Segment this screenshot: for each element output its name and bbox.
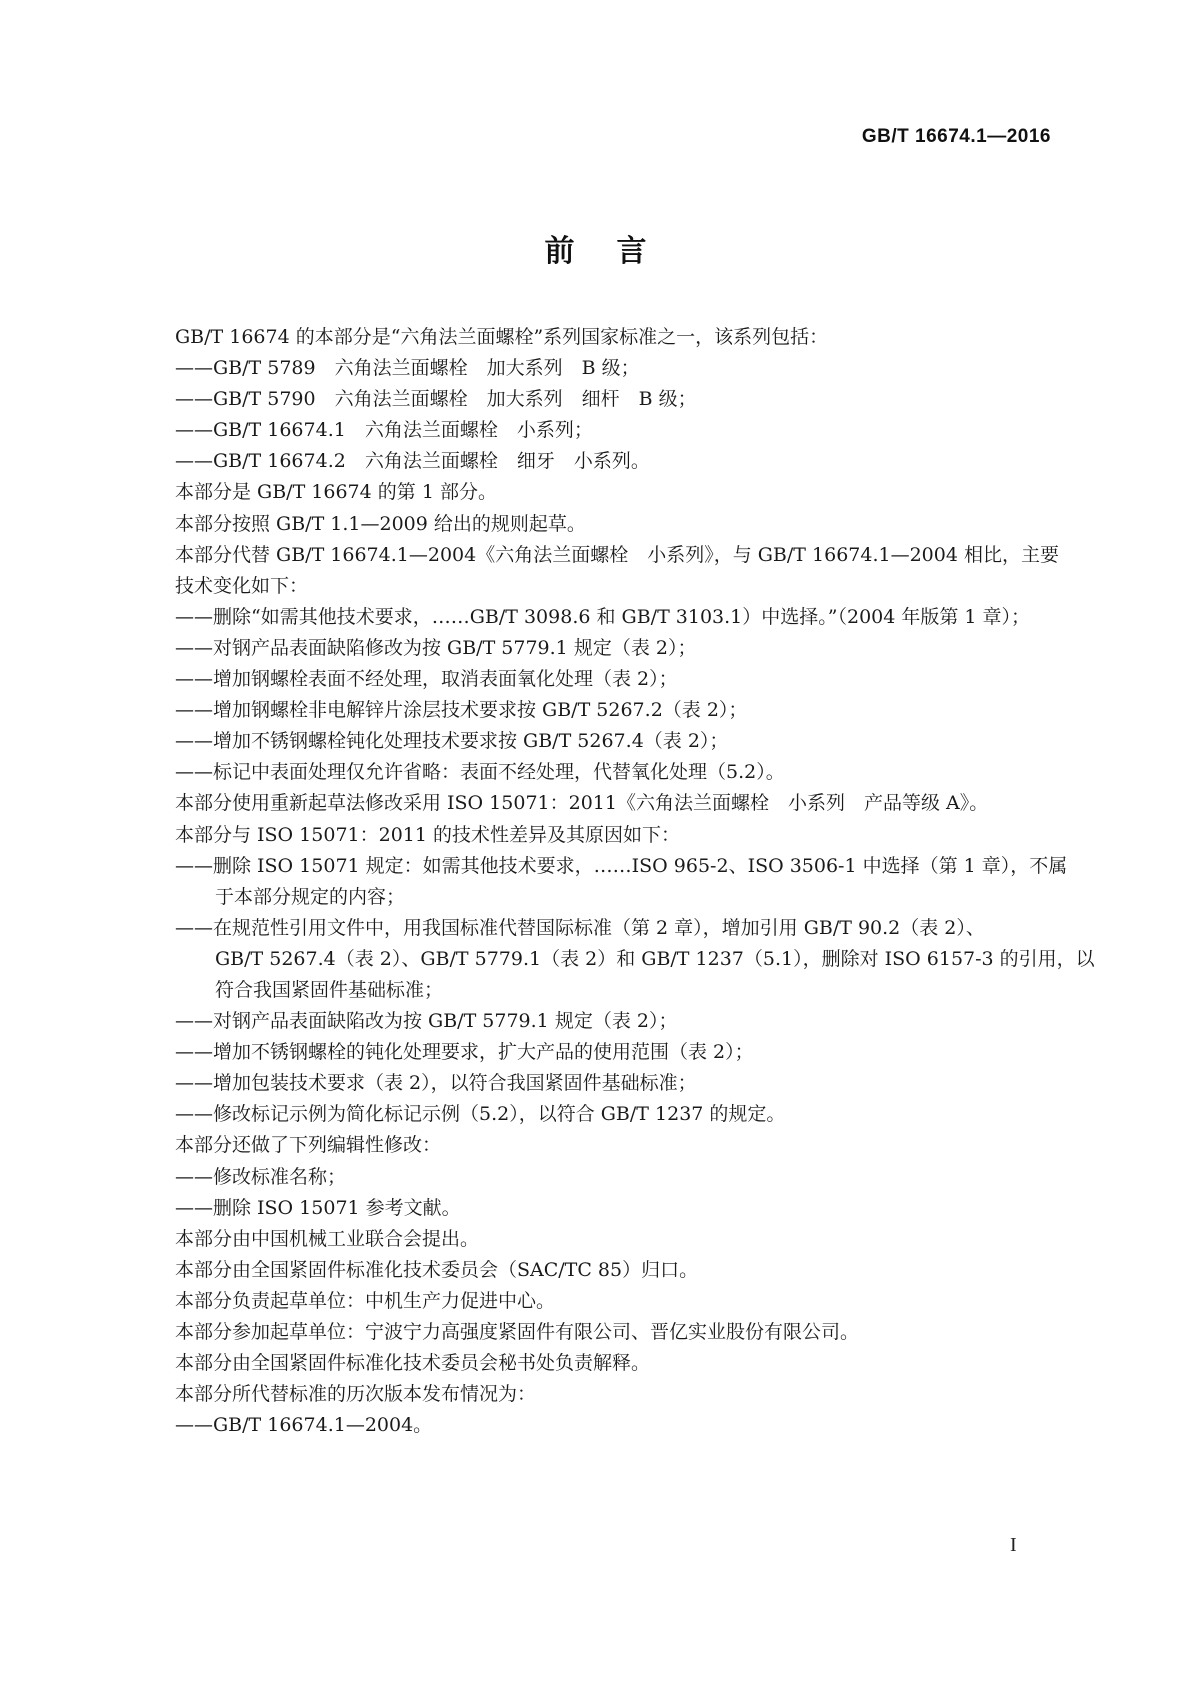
paragraph-continuation: 技术变化如下：	[175, 574, 309, 597]
paragraph: GB/T 16674 的本部分是“六角法兰面螺栓”系列国家标准之一，该系列包括：	[175, 326, 829, 348]
dash-list-item: ——GB/T 5790 六角法兰面螺栓 加大系列 细杆 B 级；	[175, 388, 697, 411]
paragraph: 本部分与 ISO 15071：2011 的技术性差异及其原因如下：	[175, 823, 681, 846]
list-item-continuation: GB/T 5267.4（表 2）、GB/T 5779.1（表 2）和 GB/T 1237（5.1），删除对 ISO 6157-3 的引用，以	[215, 947, 1095, 970]
paragraph: 本部分参加起草单位：宁波宁力高强度紧固件有限公司、晋亿实业股份有限公司。	[175, 1321, 860, 1343]
dash-list-item: ——对钢产品表面缺陷修改为按 GB/T 5779.1 规定（表 2）；	[175, 636, 697, 659]
dash-list-item: ——删除 ISO 15071 参考文献。	[175, 1196, 461, 1219]
list-item-continuation: 于本部分规定的内容；	[215, 885, 406, 908]
dash-list-item: ——增加包装技术要求（表 2），以符合我国紧固件基础标准；	[175, 1072, 697, 1095]
paragraph: 本部分按照 GB/T 1.1—2009 给出的规则起草。	[175, 512, 586, 535]
dash-list-item: ——修改标准名称；	[175, 1165, 347, 1188]
paragraph: 本部分还做了下列编辑性修改：	[175, 1134, 442, 1157]
dash-list-item: ——删除“如需其他技术要求，……GB/T 3098.6 和 GB/T 3103.1）中选择。”（2004 年版第 1 章）；	[175, 605, 1031, 628]
foreword-body	[175, 322, 1095, 1441]
dash-list-item: ——GB/T 16674.1 六角法兰面螺栓 小系列；	[175, 419, 593, 442]
paragraph: 本部分是 GB/T 16674 的第 1 部分。	[175, 481, 497, 504]
dash-list-item: ——增加不锈钢螺栓的钝化处理要求，扩大产品的使用范围（表 2）；	[175, 1041, 754, 1064]
list-item-continuation: 符合我国紧固件基础标准；	[215, 978, 444, 1001]
paragraph: 本部分负责起草单位：中机生产力促进中心。	[175, 1289, 556, 1312]
dash-list-item: ——GB/T 16674.2 六角法兰面螺栓 细牙 小系列。	[175, 450, 650, 473]
paragraph: 本部分由全国紧固件标准化技术委员会（SAC/TC 85）归口。	[175, 1258, 699, 1281]
dash-list-item: ——增加钢螺栓非电解锌片涂层技术要求按 GB/T 5267.2（表 2）；	[175, 699, 748, 722]
standard-number: GB/T 16674.1—2016	[861, 126, 1051, 147]
dash-list-item: ——删除 ISO 15071 规定：如需其他技术要求，……ISO 965-2、ISO 3506-1 中选择（第 1 章），不属	[175, 854, 1068, 877]
dash-list-item: ——增加钢螺栓表面不经处理，取消表面氧化处理（表 2）；	[175, 668, 678, 691]
dash-list-item: ——GB/T 16674.1—2004。	[175, 1414, 433, 1437]
dash-list-item: ——在规范性引用文件中，用我国标准代替国际标准（第 2 章），增加引用 GB/T 90.2（表 2）、	[175, 916, 985, 939]
paragraph: 本部分代替 GB/T 16674.1—2004《六角法兰面螺栓 小系列》，与 GB/T 16674.1—2004 相比，主要	[175, 543, 1059, 566]
paragraph: 本部分由中国机械工业联合会提出。	[175, 1227, 480, 1250]
paragraph: 本部分使用重新起草法修改采用 ISO 15071：2011《六角法兰面螺栓 小系列 产品等级 A》。	[175, 792, 989, 815]
paragraph: 本部分所代替标准的历次版本发布情况为：	[175, 1383, 537, 1406]
paragraph: 本部分由全国紧固件标准化技术委员会秘书处负责解释。	[175, 1352, 651, 1375]
dash-list-item: ——修改标记示例为简化标记示例（5.2），以符合 GB/T 1237 的规定。	[175, 1103, 786, 1126]
page-title: 前言	[544, 234, 689, 269]
dash-list-item: ——标记中表面处理仅允许省略：表面不经处理，代替氧化处理（5.2）。	[175, 761, 785, 784]
dash-list-item: ——增加不锈钢螺栓钝化处理技术要求按 GB/T 5267.4（表 2）；	[175, 730, 729, 753]
page-number: I	[1010, 1534, 1017, 1556]
dash-list-item: ——GB/T 5789 六角法兰面螺栓 加大系列 B 级；	[175, 357, 640, 380]
dash-list-item: ——对钢产品表面缺陷改为按 GB/T 5779.1 规定（表 2）；	[175, 1010, 678, 1033]
